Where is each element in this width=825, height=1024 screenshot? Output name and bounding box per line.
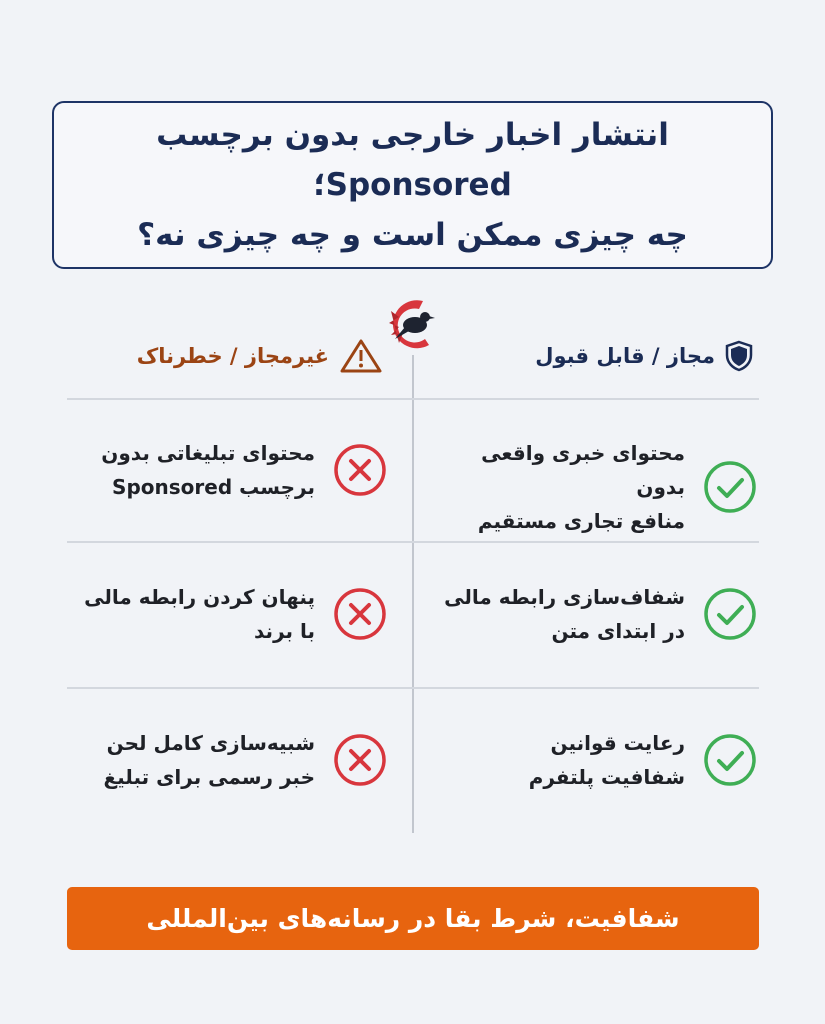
forbidden-item (67, 726, 387, 794)
item-line: شفافیت پلتفرم (528, 765, 685, 789)
check-circle-icon (703, 733, 757, 787)
row-divider (67, 687, 759, 689)
forbidden-header-label: غیرمجاز / خطرناک (136, 344, 329, 368)
item-line: محتوای تبلیغاتی بدون (101, 441, 315, 465)
item-text (437, 436, 685, 538)
x-circle-icon (333, 587, 387, 641)
allowed-item (437, 726, 757, 794)
footer-text: شفافیت، شرط بقا در رسانه‌های بین‌المللی (146, 904, 680, 933)
x-circle-icon (333, 733, 387, 787)
item-text (103, 726, 315, 794)
item-line: محتوای خبری واقعی بدون (481, 441, 685, 499)
item-line: پنهان کردن رابطه مالی (84, 585, 315, 609)
item-line: رعایت قوانین (550, 731, 685, 755)
forbidden-item (67, 436, 387, 504)
bird-logo-icon (385, 295, 441, 357)
forbidden-item (67, 580, 387, 648)
check-circle-icon (703, 460, 757, 514)
footer-banner (67, 887, 759, 950)
row-divider (67, 541, 759, 543)
item-line: شبیه‌سازی کامل لحن (106, 731, 315, 755)
item-line: خبر رسمی برای تبلیغ (103, 765, 315, 789)
item-text (444, 580, 685, 648)
item-line: برچسب Sponsored (112, 475, 315, 499)
item-text (101, 436, 315, 504)
item-line: با برند (254, 619, 315, 643)
column-divider (412, 355, 414, 833)
item-text (84, 580, 315, 648)
allowed-header-label: مجاز / قابل قبول (535, 344, 715, 368)
shield-icon (725, 340, 753, 372)
item-text (529, 726, 685, 794)
allowed-column-header (535, 336, 753, 376)
check-circle-icon (703, 587, 757, 641)
forbidden-column-header (137, 336, 383, 376)
title-line-1: انتشار اخبار خارجی بدون برچسب Sponsored؛ (156, 117, 669, 203)
title-line-2: چه چیزی ممکن است و چه چیزی نه؟ (137, 217, 688, 253)
x-circle-icon (333, 443, 387, 497)
item-line: منافع تجاری مستقیم (477, 509, 685, 533)
warning-icon (339, 338, 383, 374)
allowed-item (437, 580, 757, 648)
row-divider (67, 398, 759, 400)
page-title (54, 110, 771, 260)
item-line: شفاف‌سازی رابطه مالی (444, 585, 685, 609)
item-line: در ابتدای متن (551, 619, 685, 643)
allowed-item (437, 436, 757, 538)
title-box (52, 101, 773, 269)
